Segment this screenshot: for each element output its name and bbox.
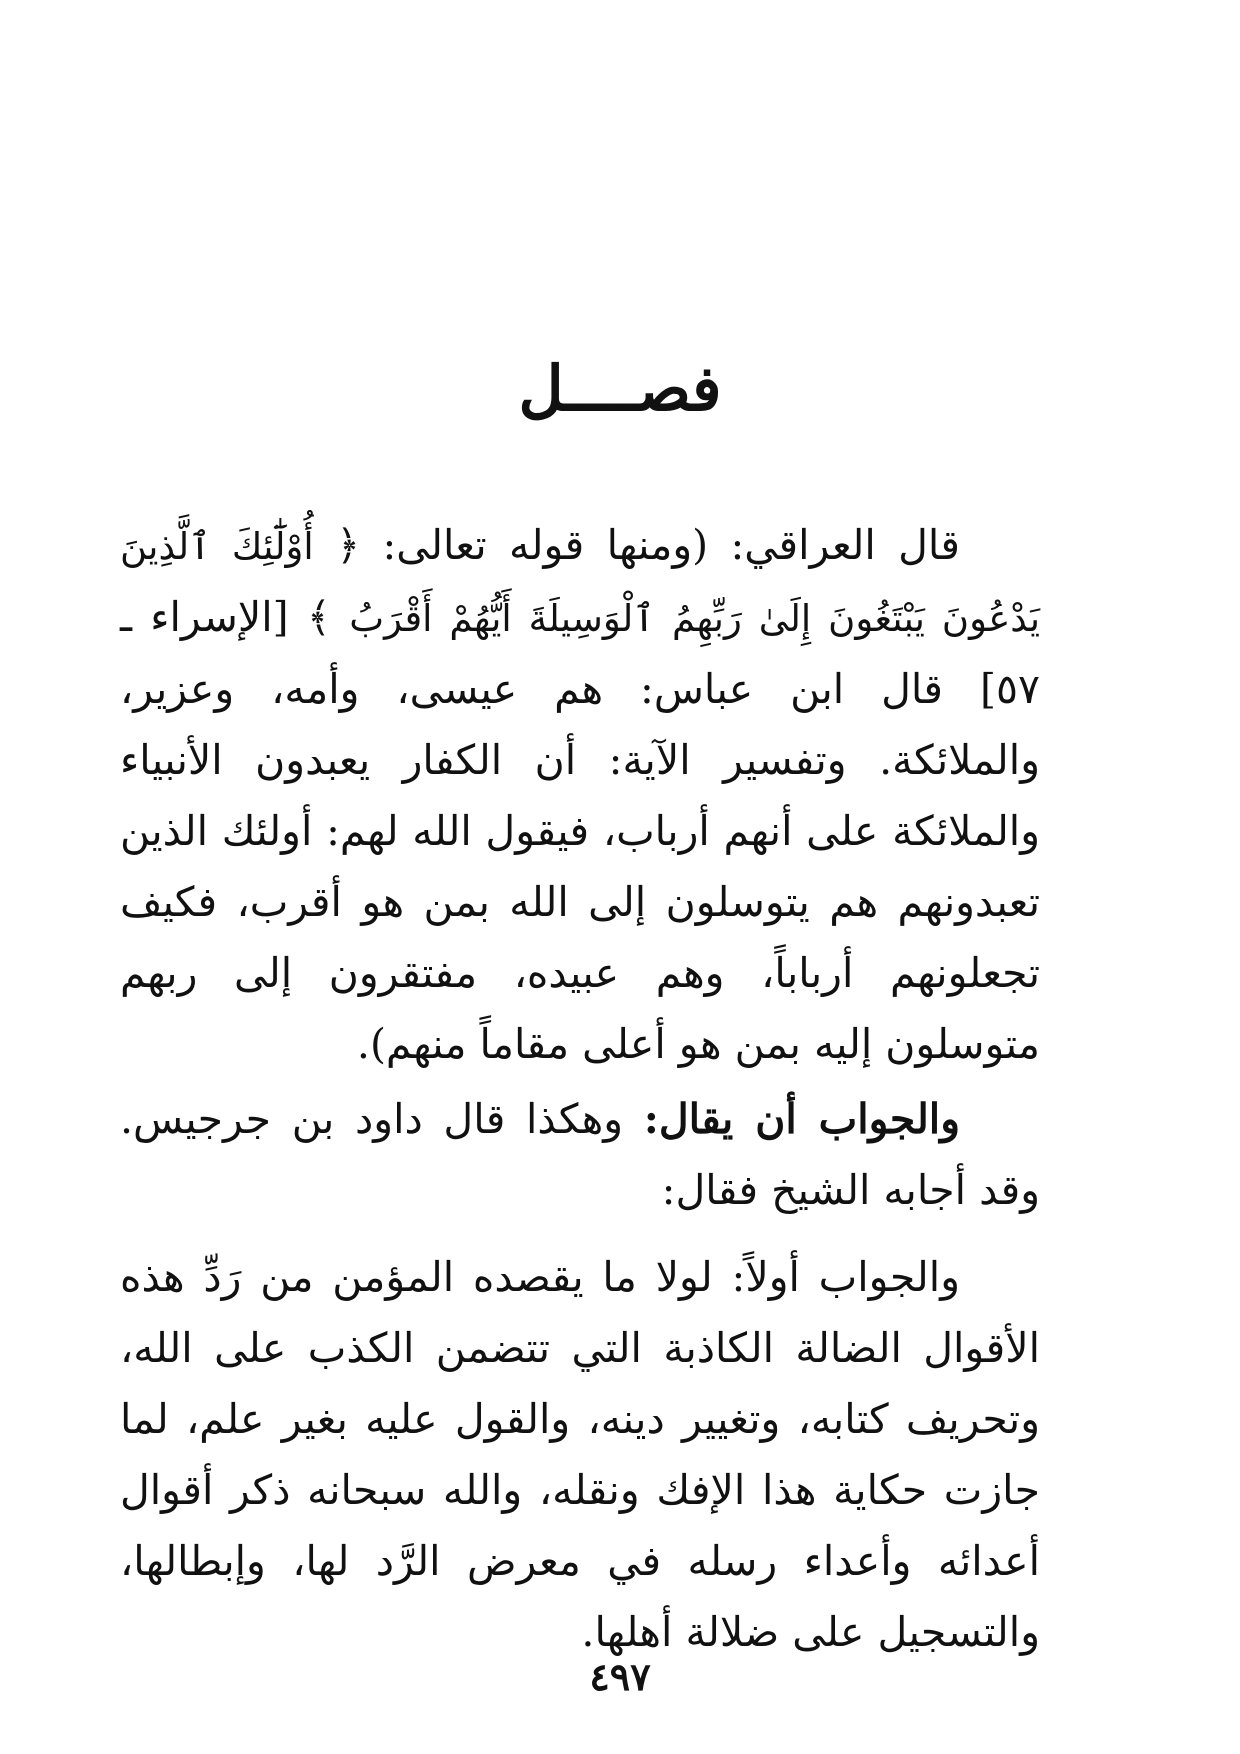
paragraph-3: والجواب أولاً: لولا ما يقصده المؤمن من رَدِّ هذه الأقوال الضالة الكاذبة التي تتضمن الكذب على الله، وتحريف كتابه، وتغيير دينه، والقول عليه بغير علم، لما جازت حكاية هذا الإفك ونقله، والله سبحانه ذكر أقوال أعدائه وأعداء رسله في معرض الرَّد لها، وإبطالها، والتسجيل على ضلالة أهلها. — [120, 1253, 1040, 1656]
answer-lead: والجواب أن يقال: — [643, 1095, 961, 1143]
chapter-title: فصــــل — [518, 352, 722, 425]
paragraph-1-continuation: ﴾ [الإسراء ـ ٥٧] قال ابن عباس: هم عيسى، وأمه، وعزير، والملائكة. وتفسير الآية: أن الكفار يعبدون الأنبياء والملائكة على أنهم أرباب، فيقول الله لهم: أولئك الذين تعبدونهم هم يتوسلون إلى الله بمن هو أقرب، فكيف تجعلونهم أرباباً، وهم عبيده، مفتقرون إلى ربهم متوسلون إليه بمن هو أعلى مقاماً منهم). — [120, 593, 1040, 1068]
paragraph-1-intro: قال العراقي: (ومنها قوله تعالى: ﴿ — [336, 521, 960, 569]
paragraph-2 — [120, 1084, 1040, 1226]
page-number: ٤٩٧ — [589, 1654, 651, 1699]
quran-verse: أُوْلَٰٓئِكَ ٱلَّذِينَ يَدْعُونَ يَبْتَغُونَ إِلَىٰ رَبِّهِمُ ٱلْوَسِيلَةَ أَيُّهُمْ أَقْرَبُ — [120, 525, 1040, 640]
paragraph-1 — [120, 510, 1040, 1080]
body-text — [120, 510, 1040, 1668]
paragraph-2-text: وهكذا قال داود بن جرجيس. وقد أجابه الشيخ فقال: — [120, 1095, 1040, 1214]
